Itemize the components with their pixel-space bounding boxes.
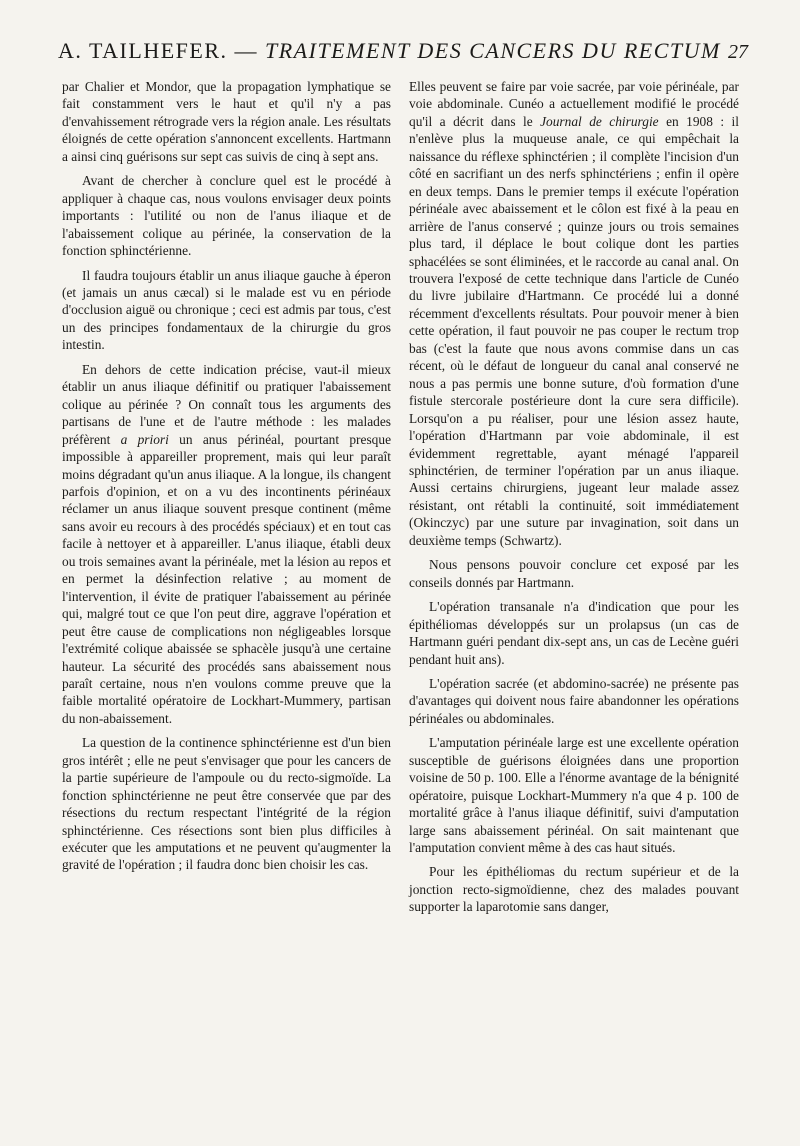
paragraph: L'amputation périnéale large est une excellente opération susceptible de guérisons éloignées dans une proportion voisine de 50 p. 100. Elle a l'énorme avantage de la bénignité opératoire, puisque Lockhart-Mummery n'a que 4 p. 100 de mortalité grâce à l'anus iliaque définitif, suivi d'amputation large sans abaissement périnéal. On sait maintenant que l'amputation convient même à des cas haut situés. bbox=[409, 735, 739, 856]
paragraph-text: en 1908 : il n'enlève plus la muqueuse anale, ce qui empêchait la naissance du réflexe sphinctérien ; il complète l'incision d'un côté en sacrifiant un des nerfs sphinctériens ; enfin il opère en deux temps. Dans le premier temps il exécute l'opération périnéale avec abaissement et le côlon est fixé à la peau en arrière de l'anus conservé ; quinze jours ou trois semaines plus tard, il déplace le bout colique dont les parties sphacélées se sont éliminées, et le raccorde au canal anal. On trouvera l'exposé de cette technique dans l'article de Cunéo du livre jubilaire d'Hartmann. Ce procédé lui a donné récemment d'excellents résultats. Pour pouvoir mener à bien cette opération, il faut pouvoir ne pas couper le rectum trop bas (c'est la faute que nous avons commise dans un cas récent, où le défaut de longueur du canal anal conservé ne nous a pas permis une bonne suture, d'où formation d'une fistule stercorale postérieure dont la cure sera difficile). Lorsqu'on a pu réaliser, pour une lésion assez haute, l'opération d'Hartmann par voie abdominale, il est évidemment regrettable, ayant ménagé l'appareil sphinctérien, de terminer l'opération par un anus iliaque. Aussi certains chirurgiens, jugeant leur malade assez résistant, ont rétabli la continuité, soit immédiatement (Okinczyc) par une suture par invagination, soit dans un deuxième temps (Schwartz). bbox=[409, 113, 739, 548]
paragraph: L'opération sacrée (et abdomino-sacrée) ne présente pas d'avantages qui doivent nous faire abandonner les opérations périnéales ou abdominales. bbox=[409, 675, 739, 726]
italic-term: a priori bbox=[120, 431, 169, 447]
paragraph-text: Elles peuvent se faire par voie sacrée, par voie périnéale, par voie abdominale. Cunéo a actuellement modifié le procédé qu'il a décrit dans le bbox=[409, 79, 739, 129]
running-header bbox=[58, 38, 748, 68]
paragraph: Avant de chercher à conclure quel est le procédé à appliquer à chaque cas, nous voulons envisager deux points importants : l'utilité ou non de l'anus iliaque et de l'abaissement colique au périnée, la conservation de la fonction sphinctérienne. bbox=[62, 173, 391, 259]
paragraph: Pour les épithéliomas du rectum supérieur et de la jonction recto-sigmoïdienne, chez des malades pouvant supporter la laparotomie sans danger, bbox=[409, 864, 739, 915]
paragraph bbox=[62, 361, 391, 728]
paragraph: La question de la continence sphinctérienne est d'un bien gros intérêt ; elle ne peut s'envisager que pour les cancers de la partie supérieure de l'ampoule ou du recto-sigmoïde. La fonction sphinctérienne ne peut être conservée que par des résections du rectum respectant l'intégrité de la région sphinctérienne. Ces résections sont bien plus difficiles à exécuter que les amputations et ne peuvent qu'augmenter la gravité de l'opération ; il faudra donc bien choisir les cas. bbox=[62, 735, 391, 873]
paragraph: par Chalier et Mondor, que la propagation lymphatique se fait constamment vers le haut et qu'il n'y a pas d'envahissement rétrograde vers la région anale. Les résultats éloignés de cette opération s'annoncent excellents. Hartmann a ainsi cinq guérisons sur sept cas suivis de cinq à sept ans. bbox=[62, 79, 391, 164]
paragraph: Il faudra toujours établir un anus iliaque gauche à éperon (et jamais un anus cæcal) si le malade est vu en période d'occlusion aiguë ou chronique ; ceci est admis par tous, c'est un des principes fondamentaux de la chirurgie du gros intestin. bbox=[62, 267, 391, 353]
paragraph: L'opération transanale n'a d'indication que pour les épithéliomas développés sur un prolapsus (un cas de Hartmann guéri pendant dix-sept ans, un cas de Lecène guéri pendant huit ans). bbox=[409, 599, 739, 667]
left-column bbox=[62, 78, 391, 874]
journal-title: Journal de chirurgie bbox=[540, 113, 659, 129]
paragraph-text: un anus périnéal, pourtant presque impossible à appareiller proprement, mais qui leur paraît moins dégradant qu'un anus iliaque. A la longue, ils changent parfois d'opinion, et on a vu des incontinents périnéaux réclamer un anus iliaque souvent presque continent (même sans avoir eu recours à des procédés spéciaux) et en tout cas facile à nettoyer et à appareiller. L'anus iliaque, établi deux ou trois semaines avant la périnéale, met la lésion au repos et en permet la désinfection relative ; au moment de l'intervention, il évite de pratiquer l'abaissement au périnée qui, malgré tout ce que l'on peut dire, aggrave l'opération et peut être cause de complications non négligeables lorsque l'extrémité colique abaissée se sphacèle jusqu'à une certaine hauteur. La sécurité des procédés sans abaissement nous paraît certaine, nous n'en voulons comme preuve que la faible mortalité opératoire de Lockhart-Mummery, partisan du non-abaissement. bbox=[62, 431, 392, 726]
running-title bbox=[58, 38, 721, 64]
right-column bbox=[409, 78, 739, 916]
header-dash: — bbox=[227, 38, 265, 63]
paragraph bbox=[409, 78, 739, 549]
paragraph: Nous pensons pouvoir conclure cet exposé par les conseils donnés par Hartmann. bbox=[409, 557, 739, 590]
page-number: 27 bbox=[728, 41, 748, 63]
header-title: TRAITEMENT DES CANCERS DU RECTUM bbox=[265, 38, 721, 63]
paragraph-text: En dehors de cette indication précise, vaut-il mieux établir un anus iliaque définitif ou pratiquer l'abaissement colique au périnée ? On connaît tous les arguments des partisans de l'une et de l'autre méthode : les malades préfèrent bbox=[62, 361, 391, 447]
header-author: A. TAILHEFER. bbox=[58, 38, 228, 63]
